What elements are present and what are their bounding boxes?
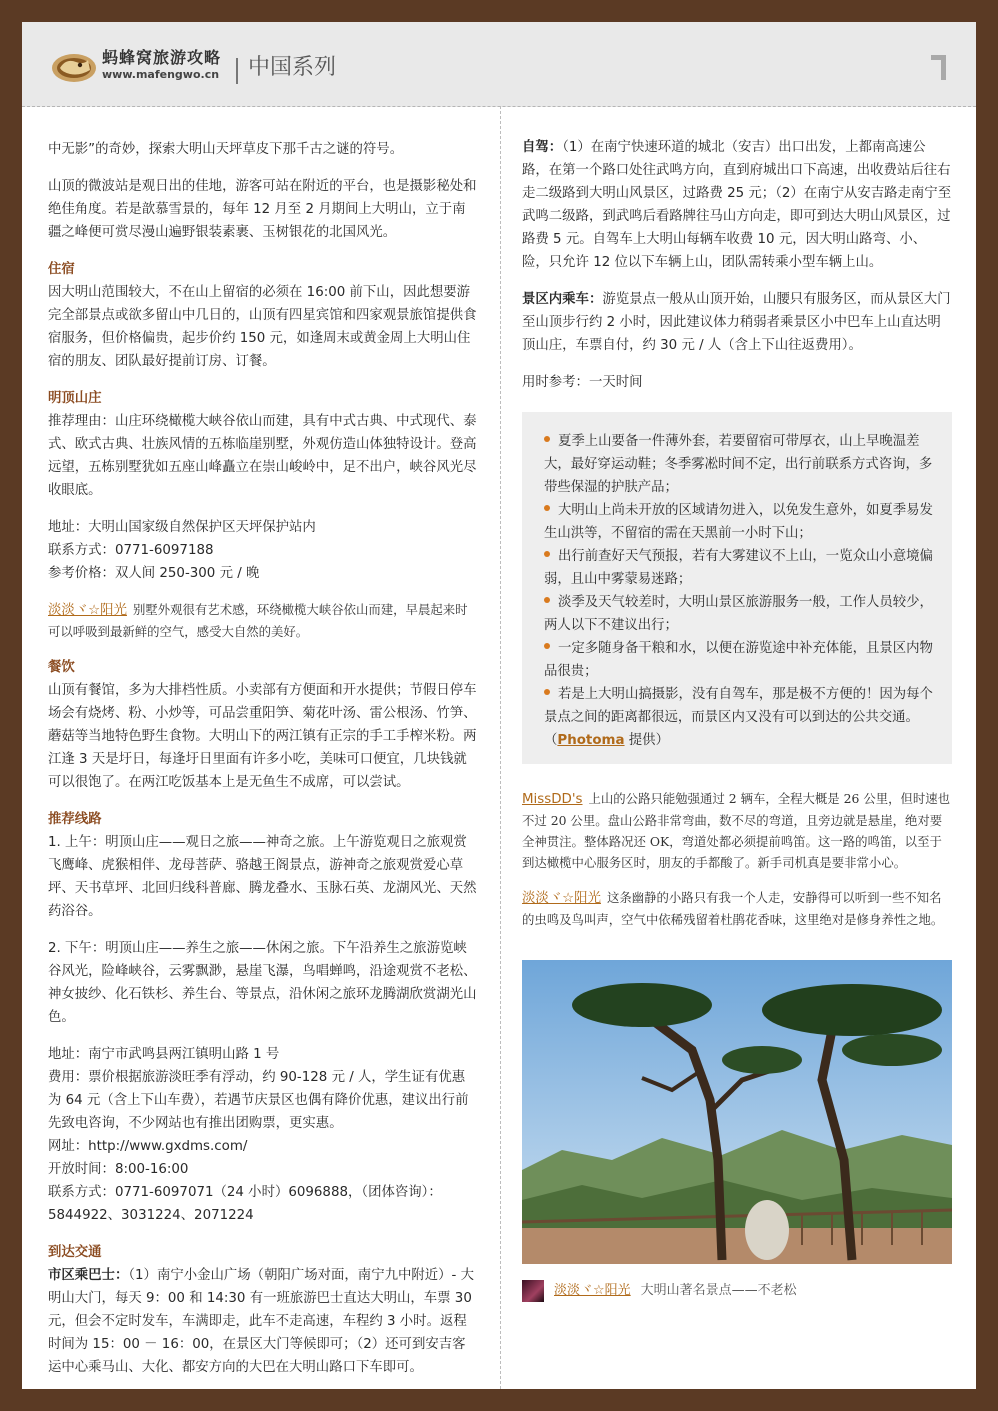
quote-text: 这条幽静的小路只有我一个人走，安静得可以听到一些不知名的虫鸣及鸟叫声，空气中依稀残留着杜鹃花香味，这里绝对是修身养性之地。 — [522, 890, 944, 927]
route-1: 1. 上午：明顶山庄——观日之旅——神奇之旅。上午游览观日之旅观赏飞鹰峰、虎猴相伴、龙母菩萨、骆越王阁景点，游神奇之旅观赏爱心草坪、天书草坪、北回归线科普廊、腾龙叠水、玉脉石英、龙湖风光、天然药浴谷。 — [48, 835, 477, 919]
info-hours: 开放时间：8:00-16:00 — [48, 1162, 189, 1177]
hotel-price: 参考价格：双人间 250-300 元 / 晚 — [48, 566, 260, 581]
photo-caption — [522, 1280, 952, 1302]
quote-author-link[interactable]: 淡淡ヾ☆阳光 — [522, 891, 601, 906]
bullet-icon — [544, 597, 550, 603]
series-title: 中国系列 — [248, 55, 337, 80]
tip-text: 一定多随身备干粮和水，以便在游览途中补充体能，且景区内物品很贵； — [544, 641, 933, 679]
tip-item — [544, 637, 934, 683]
tip-item — [544, 499, 934, 545]
time-reference: 用时参考：一天时间 — [522, 375, 643, 390]
hotel-title: 明顶山庄 — [48, 391, 102, 406]
drive-info — [522, 136, 952, 274]
drive-text: （1）在南宁快速环道的城北（安吉）出口出发，上都南高速公路，在第一个路口处往武鸣方向，直到府城出口下高速，出收费站后往右走二级路到大明山风景区，过路费 25 元；（2）在南宁从安吉路走南宁至武鸣二级路，到武鸣后看路牌往马山方向走，即可到达大明山风景区，过路费 5 元。自驾车上大明山每辆车收费 10 元，因大明山路弯、小、险，只允许 12 位以下车辆上山，团队需转乘小型车辆上山。 — [522, 140, 952, 270]
drive-label: 自驾： — [522, 140, 563, 155]
info-phone: 联系方式：0771-6097071（24 小时）6096888，（团体咨询）：5844922、3031224、2071224 — [48, 1185, 442, 1223]
mafengwo-logo-icon — [50, 50, 98, 84]
tip-text: 若是上大明山搞摄影，没有自驾车，那是极不方便的！因为每个景点之间的距离都很远，而景区内又没有可以到达的公共交通。 — [544, 687, 933, 725]
tip-credit — [544, 733, 669, 748]
caption-author-link[interactable]: 淡淡ヾ☆阳光 — [554, 1283, 631, 1298]
page-header — [22, 22, 976, 107]
tip-item — [544, 591, 934, 637]
bus-label: 市区乘巴士： — [48, 1268, 129, 1283]
intro-text: 中无影”的奇妙，探索大明山天坪草皮下那千古之谜的符号。 — [48, 142, 404, 157]
user-quote — [522, 788, 952, 873]
bullet-icon — [544, 643, 550, 649]
route-2: 2. 下午：明顶山庄——养生之旅——休闲之旅。下午沿养生之旅游览峡谷风光，险峰峡谷，云雾飘渺，悬崖飞瀑，鸟唱蝉鸣，沿途观赏不老松、神女披纱、化石铁杉、养生台、等景点，沿休闲之旅环龙腾湖欣赏湖光山色。 — [48, 941, 477, 1025]
tip-item — [544, 545, 934, 591]
tip-item — [544, 430, 934, 499]
photo-image — [522, 960, 952, 1264]
lodging-text: 因大明山范围较大，不在山上留宿的必须在 16:00 前下山，因此想要游完全部景点或欲多留山中几日的，山顶有四星宾馆和四家观景旅馆提供食宿服务，但价格偏贵，起步价约 150 元，如逢周末或黄金周上大明山住宿的朋友、团队最好提前订房、订餐。 — [48, 285, 477, 369]
section-route-title: 推荐线路 — [48, 812, 102, 827]
section-food-title: 餐饮 — [48, 660, 75, 675]
hotel-reason: 推荐理由：山庄环绕橄榄大峡谷依山而建，具有中式古典、中式现代、泰式、欧式古典、壮族风情的五栋临崖别墅，外观仿造山体独特设计。登高远望，五栋别墅犹如五座山峰矗立在崇山峻岭中，足不出户，峡谷风光尽收眼底。 — [48, 414, 477, 498]
bullet-icon — [544, 436, 550, 442]
food-text: 山顶有餐馆，多为大排档性质。小卖部有方便面和开水提供；节假日停车场会有烧烤、粉、小炒等，可品尝重阳笋、菊花叶汤、雷公根汤、竹笋、蘑菇等当地特色野生食物。大明山下的两江镇有正宗的手工手榨米粉。两江逢 3 天是圩日，每逢圩日里面有许多小吃，美味可口便宜，几块钱就可以很饱了。在两江吃饭基本上是无鱼生不成席，可以尝试。 — [48, 683, 477, 790]
tips-box — [522, 412, 952, 764]
page — [22, 22, 976, 1389]
quote-text: 别墅外观很有艺术感，环绕橄榄大峡谷依山而建，早晨起来时可以呼吸到最新鲜的空气，感受大自然的美好。 — [48, 602, 468, 639]
quote-author-link[interactable]: MissDD's — [522, 792, 583, 807]
info-address: 地址：南宁市武鸣县两江镇明山路 1 号 — [48, 1047, 280, 1062]
tip-text: 大明山上尚未开放的区域请勿进入，以免发生意外，如夏季易发生山洪等，不留宿的需在天黑前一小时下山； — [544, 503, 933, 541]
header-separator — [236, 58, 238, 84]
tip-text: 夏季上山要备一件薄外套，若要留宿可带厚衣，山上早晚温差大，最好穿运动鞋；冬季雾凇时间不定，出行前联系方式咨询，多带些保湿的护肤产品； — [544, 434, 933, 495]
avatar[interactable] — [522, 1280, 544, 1302]
brand-url: www.mafengwo.cn — [102, 68, 220, 81]
tip-text: 出行前查好天气预报，若有大雾建议不上山，一览众山小意境偏弱，且山中雾蒙易迷路； — [544, 549, 933, 587]
info-fee: 费用：票价根据旅游淡旺季有浮动，约 90-128 元 / 人，学生证有优惠为 64 元（含上下山车费），若遇节庆景区也偶有降价优惠，建议出行前先致电咨询，不少网站也有推出团购票，更实惠。 — [48, 1070, 469, 1131]
caption-text: 大明山著名景点——不老松 — [640, 1283, 797, 1298]
tip-text: 淡季及天气较差时，大明山景区旅游服务一般，工作人员较少，两人以下不建议出行； — [544, 595, 933, 633]
shuttle-label: 景区内乘车： — [522, 292, 603, 307]
user-quote — [48, 599, 478, 642]
bullet-icon — [544, 551, 550, 557]
column-divider — [500, 106, 501, 1389]
brand — [102, 48, 221, 82]
credit-author-link[interactable]: Photoma — [557, 733, 625, 748]
quote-author-link[interactable]: 淡淡ヾ☆阳光 — [48, 603, 127, 618]
bus-info — [48, 1264, 478, 1379]
bullet-icon — [544, 505, 550, 511]
user-quote — [522, 887, 952, 930]
shuttle-text: 游览景点一般从山顶开始，山腰只有服务区，而从景区大门至山顶步行约 2 小时，因此建议体力稍弱者乘景区小中巴车上山直达明顶山庄，车票自付，约 30 元 / 人（含上下山往返费用）。 — [522, 292, 951, 353]
section-transport-title: 到达交通 — [48, 1245, 102, 1260]
page-number-glyph — [930, 52, 948, 82]
credit-close: 提供） — [624, 733, 669, 748]
brand-name: 蚂蜂窝旅游攻略 — [102, 48, 222, 67]
info-website-link[interactable]: 网址：http://www.gxdms.com/ — [48, 1139, 248, 1154]
credit-open: （ — [544, 733, 558, 748]
hotel-phone: 联系方式：0771-6097188 — [48, 543, 214, 558]
quote-text: 上山的公路只能勉强通过 2 辆车，全程大概是 26 公里，但时速也不过 20 公里。盘山公路非常弯曲，数不尽的弯道，且旁边就是悬崖，绝对要全神贯注。整体路况还 OK，弯道处都必须提前鸣笛。这一路的鸣笛，以至于到达橄榄中心服务区时，朋友的手都酸了。新手司机真是要非常小心。 — [522, 791, 951, 870]
shuttle-info — [522, 288, 952, 357]
pine-tree-photo — [522, 960, 952, 1264]
hotel-address: 地址：大明山国家级自然保护区天坪保护站内 — [48, 520, 316, 535]
section-lodging-title: 住宿 — [48, 262, 75, 277]
summit-text: 山顶的微波站是观日出的佳地，游客可站在附近的平台，也是摄影秘处和绝佳角度。若是歆慕雪景的，每年 12 月至 2 月期间上大明山，立于南疆之峰便可赏尽漫山遍野银装素裹、玉树银花的北国风光。 — [48, 179, 477, 240]
right-column — [522, 136, 952, 1302]
tip-item — [544, 683, 934, 752]
bullet-icon — [544, 689, 550, 695]
bus-text: （1）南宁小金山广场（朝阳广场对面，南宁九中附近）- 大明山大门，每天 9：00 和 14:30 有一班旅游巴士直达大明山，车票 30 元，但会不定时发车，车满即走，此车不走高速，车程约 3 小时。返程时间为 15：00 － 16：00，在景区大门等候即可；（2）还可到安吉客运中心乘马山、大化、都安方向的大巴在大明山路口下车即可。 — [48, 1268, 475, 1375]
left-column — [48, 138, 478, 1379]
